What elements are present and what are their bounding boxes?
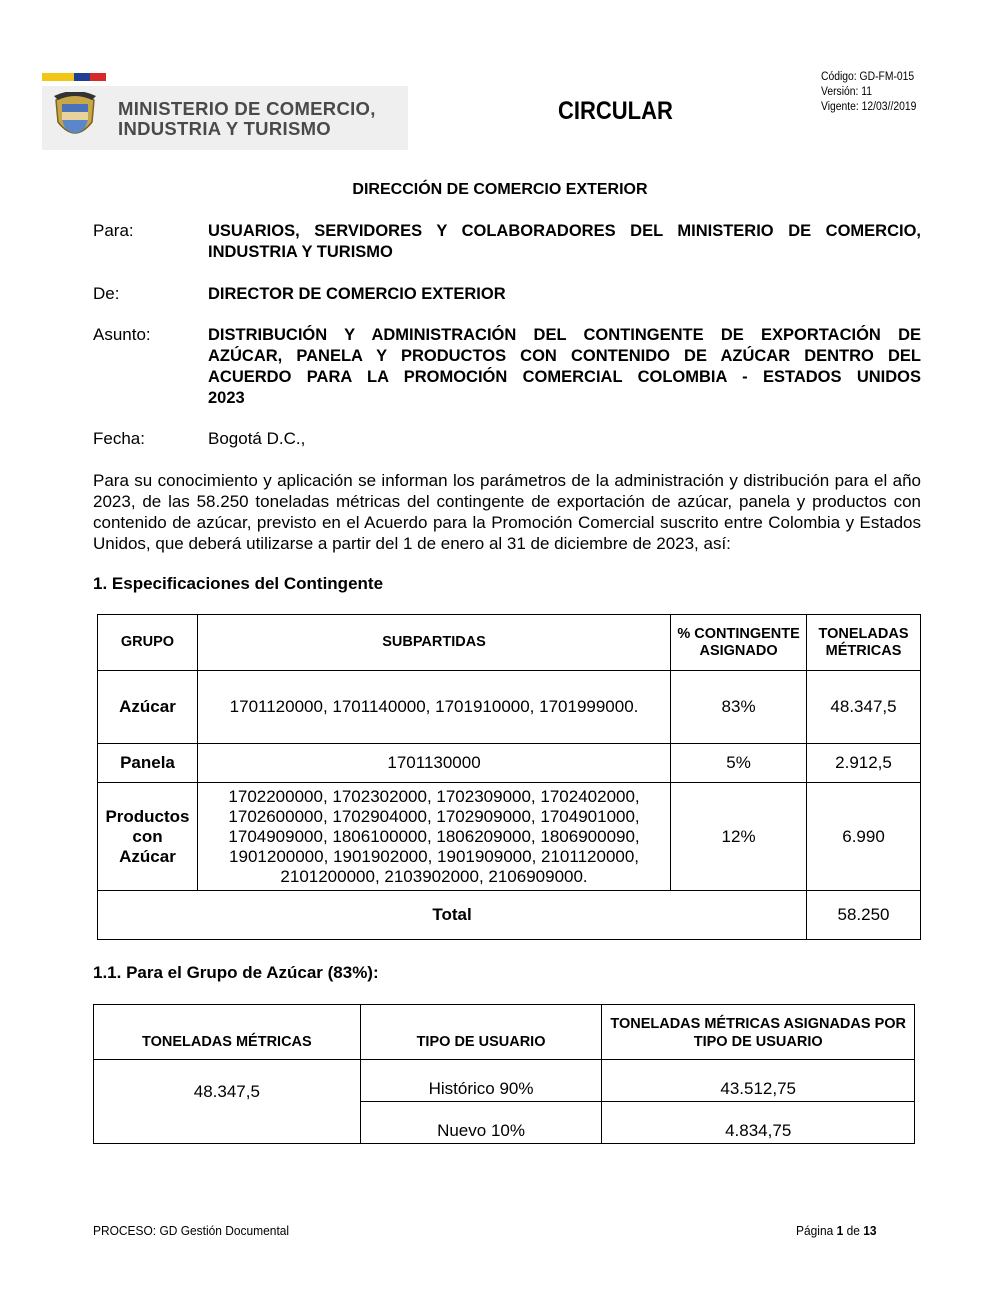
header-subpartidas: SUBPARTIDAS [197, 615, 670, 671]
flag-stripe [42, 73, 106, 81]
table-header-row [94, 1005, 915, 1060]
ministry-name-line1: MINISTERIO DE COMERCIO, [118, 98, 376, 119]
coat-of-arms-icon [52, 92, 98, 144]
table-row [98, 783, 921, 891]
para-label: Para: [93, 221, 134, 240]
header-contingente: % CONTINGENTE ASIGNADO [671, 615, 807, 671]
contingent-specifications-table [97, 614, 921, 940]
section1-title: 1. Especificaciones del Contingente [93, 574, 384, 593]
assigned-cell: 43.512,75 [602, 1060, 915, 1102]
assigned-cell: 4.834,75 [602, 1102, 915, 1144]
user-type-cell: Nuevo 10% [360, 1102, 602, 1144]
para-line2: INDUSTRIA Y TURISMO [208, 243, 393, 261]
group-cell: Panela [98, 744, 198, 783]
para-value [208, 221, 921, 263]
document-code: Código: GD-FM-015 [821, 71, 915, 83]
de-label: De: [93, 284, 120, 303]
total-label: Total [98, 891, 807, 940]
group-cell: Azúcar [98, 671, 198, 744]
table-header-row [98, 615, 921, 671]
table-row [98, 671, 921, 744]
para-line1: USUARIOS, SERVIDORES Y COLABORADORES DEL MINISTERIO DE COMERCIO, [208, 222, 921, 240]
document-meta [821, 70, 916, 115]
user-type-cell: Histórico 90% [360, 1060, 602, 1102]
header-toneladas: TONELADAS MÉTRICAS [94, 1005, 361, 1060]
document-type: CIRCULAR [558, 97, 673, 125]
tons-cell: 6.990 [807, 783, 921, 891]
header-toneladas: TONELADAS MÉTRICAS [807, 615, 921, 671]
de-value: DIRECTOR DE COMERCIO EXTERIOR [208, 285, 506, 303]
page-total: 13 [863, 1223, 877, 1238]
group-cell: Productos con Azúcar [98, 783, 198, 891]
table-row [94, 1060, 915, 1102]
asunto-line1: DISTRIBUCIÓN Y ADMINISTRACIÓN DEL CONTINGENTE DE EXPORTACIÓN DE [208, 326, 921, 344]
asunto-label: Asunto: [93, 325, 151, 344]
asunto-line2: AZÚCAR, PANELA Y PRODUCTOS CON CONTENIDO DE AZÚCAR DENTRO DEL [208, 347, 921, 365]
tons-cell: 48.347,5 [807, 671, 921, 744]
total-tons-cell: 48.347,5 [94, 1060, 361, 1144]
asunto-line3: ACUERDO PARA LA PROMOCIÓN COMERCIAL COLOMBIA - ESTADOS UNIDOS [208, 368, 921, 386]
asunto-line4: 2023 [208, 389, 245, 407]
subpartidas-cell: 1701130000 [197, 744, 670, 783]
asunto-value [208, 325, 921, 409]
section11-title: 1.1. Para el Grupo de Azúcar (83%): [93, 963, 379, 982]
header-grupo: GRUPO [98, 615, 198, 671]
total-value: 58.250 [807, 891, 921, 940]
table-total-row [98, 891, 921, 940]
footer-process: PROCESO: GD Gestión Documental [93, 1223, 290, 1238]
header-asignadas: TONELADAS MÉTRICAS ASIGNADAS POR TIPO DE USUARIO [602, 1005, 915, 1060]
pct-cell: 12% [671, 783, 807, 891]
intro-paragraph: Para su conocimiento y aplicación se informan los parámetros de la administración y distribución para el año 2023, de las 58.250 toneladas métricas del contingente de exportación de azúcar, panela y productos con contenido de azúcar, previsto en el Acuerdo para la Promoción Comercial suscrito entre Colombia y Estados Unidos, que deberá utilizarse a partir del 1 de enero al 31 de diciembre de 2023, así: [93, 471, 921, 553]
pct-cell: 83% [671, 671, 807, 744]
fecha-label: Fecha: [93, 429, 145, 448]
document-version: Versión: 11 [821, 86, 873, 98]
fecha-value: Bogotá D.C., [208, 429, 306, 448]
page-sep: de [846, 1223, 860, 1238]
pct-cell: 5% [671, 744, 807, 783]
direction-title: DIRECCIÓN DE COMERCIO EXTERIOR [352, 181, 648, 198]
document-valid-date: Vigente: 12/03//2019 [821, 101, 917, 113]
ministry-name [118, 99, 376, 139]
ministry-name-line2: INDUSTRIA Y TURISMO [118, 118, 331, 139]
header-tipo-usuario: TIPO DE USUARIO [360, 1005, 602, 1060]
page-prefix: Página [796, 1223, 834, 1238]
footer-page-number [796, 1223, 877, 1238]
page-current: 1 [836, 1223, 844, 1238]
subpartidas-cell: 1702200000, 1702302000, 1702309000, 1702402000, 1702600000, 1702904000, 1702909000, 1704901000, 1704909000, 1806100000, 1806209000, 1806900090, 1901200000, 1901902000, 1901909000, 2101120000, 2101200000, 2103902000, 2106909000. [197, 783, 670, 891]
table-row [98, 744, 921, 783]
subpartidas-cell: 1701120000, 1701140000, 1701910000, 1701999000. [197, 671, 670, 744]
sugar-group-table [93, 1004, 915, 1144]
tons-cell: 2.912,5 [807, 744, 921, 783]
